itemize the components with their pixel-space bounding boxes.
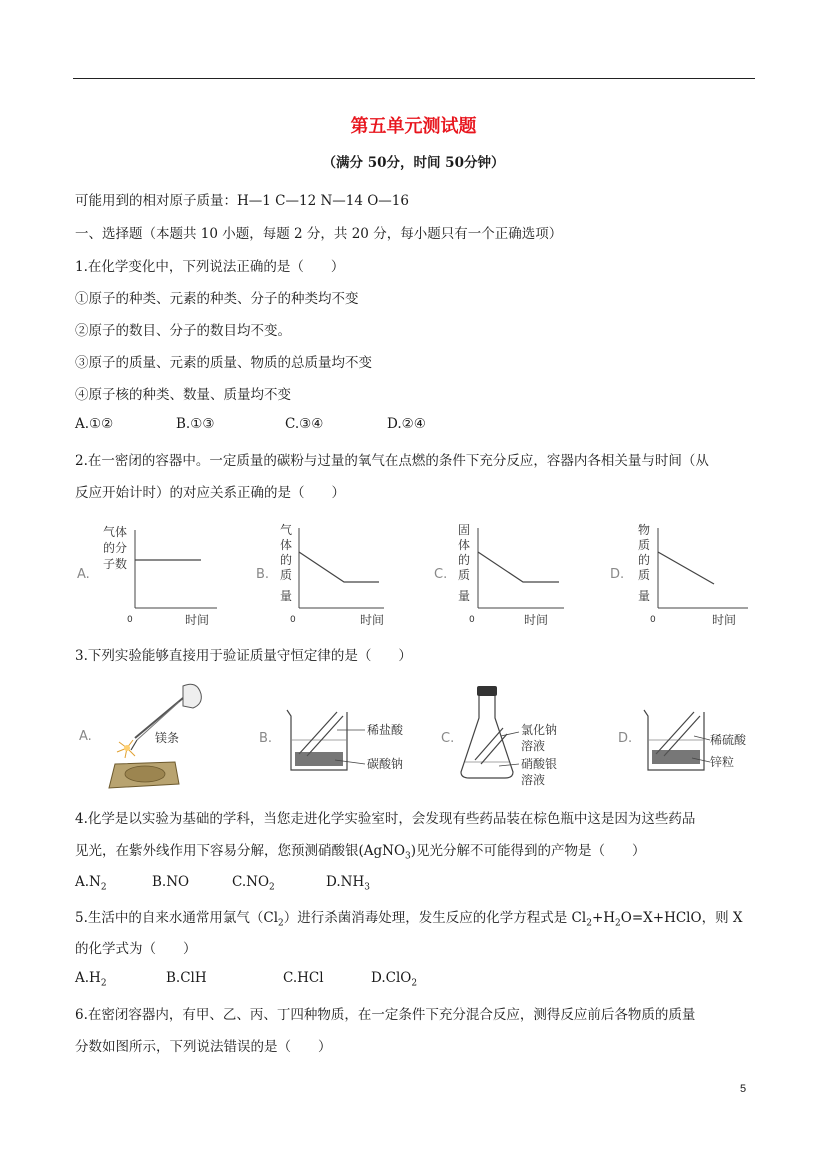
svg-text:体: 体 bbox=[280, 538, 293, 552]
svg-text:A.: A. bbox=[79, 729, 92, 744]
sodium-carbonate-solid bbox=[295, 752, 343, 766]
q5-option-d: D.ClO$_2$ bbox=[371, 970, 418, 989]
page-number: 5 bbox=[740, 1083, 747, 1095]
svg-text:气: 气 bbox=[280, 523, 293, 537]
graph-a-letter: A. bbox=[77, 567, 90, 582]
q4-option-c: $C.NO_2$ bbox=[232, 874, 275, 893]
svg-text:溶液: 溶液 bbox=[521, 773, 546, 787]
graph-b-curve bbox=[299, 552, 379, 582]
svg-text:氯化钠: 氯化钠 bbox=[521, 723, 558, 737]
q2-stem-line1: 2.在一密闭的容器中。一定质量的碳粉与过量的氧气在点燃的条件下充分反应，容器内各相关量与时间（从 bbox=[75, 453, 709, 469]
svg-text:稀盐酸: 稀盐酸 bbox=[367, 723, 404, 737]
q3-stem: 3.下列实验能够直接用于验证质量守恒定律的是（ ） bbox=[75, 648, 412, 664]
graph-c-curve bbox=[478, 552, 559, 582]
svg-text:时间: 时间 bbox=[360, 613, 385, 627]
section-heading: 一、选择题（本题共 10 小题，每题 2 分，共 20 分，每小题只有一个正确选项） bbox=[75, 226, 563, 242]
svg-text:B.: B. bbox=[256, 567, 270, 582]
svg-text:0: 0 bbox=[127, 615, 133, 625]
svg-text:质: 质 bbox=[638, 568, 651, 582]
q2-stem-line2: 反应开始计时）的对应关系正确的是（ ） bbox=[75, 485, 345, 501]
svg-text:碳酸钠: 碳酸钠 bbox=[367, 757, 404, 771]
zinc-granules bbox=[652, 750, 700, 764]
svg-text:溶液: 溶液 bbox=[521, 739, 546, 753]
test-tube-icon bbox=[299, 712, 337, 754]
q5-stem-line1: 5.生活中的自来水通常用氯气$(Cl_2)$进行杀菌消毒处理，发生反应的化学方程式是 $Cl_2+H_2O=X+HClO$，则 X bbox=[75, 910, 743, 929]
q2-graph-c bbox=[432, 520, 572, 632]
q1-option-d: D.②④ bbox=[387, 416, 426, 432]
svg-text:体: 体 bbox=[458, 538, 471, 552]
q4-stem-line1: 4.化学是以实验为基础的学科，当您走进化学实验室时，会发现有些药品装在棕色瓶中这是因为这些药品 bbox=[75, 811, 696, 827]
svg-text:质: 质 bbox=[638, 538, 651, 552]
svg-text:D.: D. bbox=[610, 567, 625, 582]
svg-text:B.: B. bbox=[259, 731, 273, 746]
q1-option-b: B.①③ bbox=[176, 416, 215, 432]
q6-stem-line1: 6.在密闭容器内，有甲、乙、丙、丁四种物质，在一定条件下充分混合反应，测得反应前后各物质的质量 bbox=[75, 1007, 696, 1023]
header-rule bbox=[73, 78, 755, 79]
q1-statement-2: ②原子的数目、分子的数目均不变。 bbox=[75, 323, 291, 339]
svg-text:0: 0 bbox=[469, 615, 475, 625]
stopper-icon bbox=[477, 686, 497, 696]
q3-apparatus-d bbox=[614, 692, 764, 777]
q1-statement-3: ③原子的质量、元素的质量、物质的总质量均不变 bbox=[75, 355, 372, 371]
svg-text:质: 质 bbox=[280, 568, 293, 582]
svg-text:的: 的 bbox=[280, 553, 293, 567]
q1-statement-4: ④原子核的种类、数量、质量均不变 bbox=[75, 387, 291, 403]
svg-text:的: 的 bbox=[458, 553, 471, 567]
svg-text:量: 量 bbox=[458, 589, 471, 603]
svg-text:的分: 的分 bbox=[103, 541, 128, 555]
q6-stem-line2: 分数如图所示，下列说法错误的是（ ） bbox=[75, 1039, 332, 1055]
q3-apparatus-a bbox=[75, 676, 210, 791]
q4-option-d: $D.NH_3$ bbox=[326, 874, 370, 893]
graph-d-curve bbox=[658, 552, 714, 584]
q5-option-a: $A.H_2$ bbox=[75, 970, 107, 989]
page-subtitle: （满分 50分，时间 50分钟） bbox=[322, 155, 505, 171]
svg-text:时间: 时间 bbox=[712, 613, 737, 627]
svg-text:子数: 子数 bbox=[103, 557, 128, 571]
svg-text:D.: D. bbox=[618, 731, 633, 746]
svg-text:量: 量 bbox=[638, 589, 651, 603]
page-title: 第五单元测试题 bbox=[350, 116, 477, 137]
q2-graph-a bbox=[75, 520, 225, 632]
svg-text:硝酸银: 硝酸银 bbox=[521, 757, 558, 771]
svg-text:时间: 时间 bbox=[524, 613, 549, 627]
svg-text:镁条: 镁条 bbox=[155, 731, 180, 745]
q4-option-a: $A.N_2$ bbox=[75, 874, 107, 893]
q3-apparatus-c bbox=[437, 684, 587, 788]
svg-text:物: 物 bbox=[638, 523, 651, 537]
q5-option-c: C.HCl bbox=[283, 970, 324, 986]
svg-text:0: 0 bbox=[290, 615, 296, 625]
svg-text:0: 0 bbox=[650, 615, 656, 625]
q4-option-b: B.NO bbox=[152, 874, 190, 890]
svg-text:C.: C. bbox=[441, 731, 455, 746]
svg-text:的: 的 bbox=[638, 553, 651, 567]
hand-icon bbox=[183, 684, 201, 708]
q2-graph-d bbox=[608, 520, 753, 632]
svg-text:时间: 时间 bbox=[185, 613, 210, 627]
svg-text:稀硫酸: 稀硫酸 bbox=[710, 733, 747, 747]
svg-text:锌粒: 锌粒 bbox=[710, 755, 735, 769]
q1-stem: 1.在化学变化中，下列说法正确的是（ ） bbox=[75, 259, 345, 275]
q2-graph-b bbox=[254, 520, 394, 632]
q3-apparatus-b bbox=[255, 692, 415, 777]
q5-option-b: B.ClH bbox=[166, 970, 207, 986]
svg-text:固: 固 bbox=[458, 523, 471, 537]
q4-stem-line2: 见光，在紫外线作用下容易分解，您预测硝酸银(AgNO$_3$)见光分解不可能得到的产物是（ ） bbox=[75, 843, 646, 862]
q1-option-c: C.③④ bbox=[285, 416, 324, 432]
q5-stem-line2: 的化学式为（ ） bbox=[75, 941, 197, 957]
q1-option-a: A.①② bbox=[75, 416, 114, 432]
atomic-masses: 可能用到的相对原子质量：H—1 C—12 N—14 O—16 bbox=[75, 193, 409, 209]
svg-text:量: 量 bbox=[280, 589, 293, 603]
svg-text:C.: C. bbox=[434, 567, 448, 582]
svg-text:质: 质 bbox=[458, 568, 471, 582]
q1-statement-1: ①原子的种类、元素的种类、分子的种类均不变 bbox=[75, 291, 359, 307]
svg-text:气体: 气体 bbox=[103, 525, 128, 539]
